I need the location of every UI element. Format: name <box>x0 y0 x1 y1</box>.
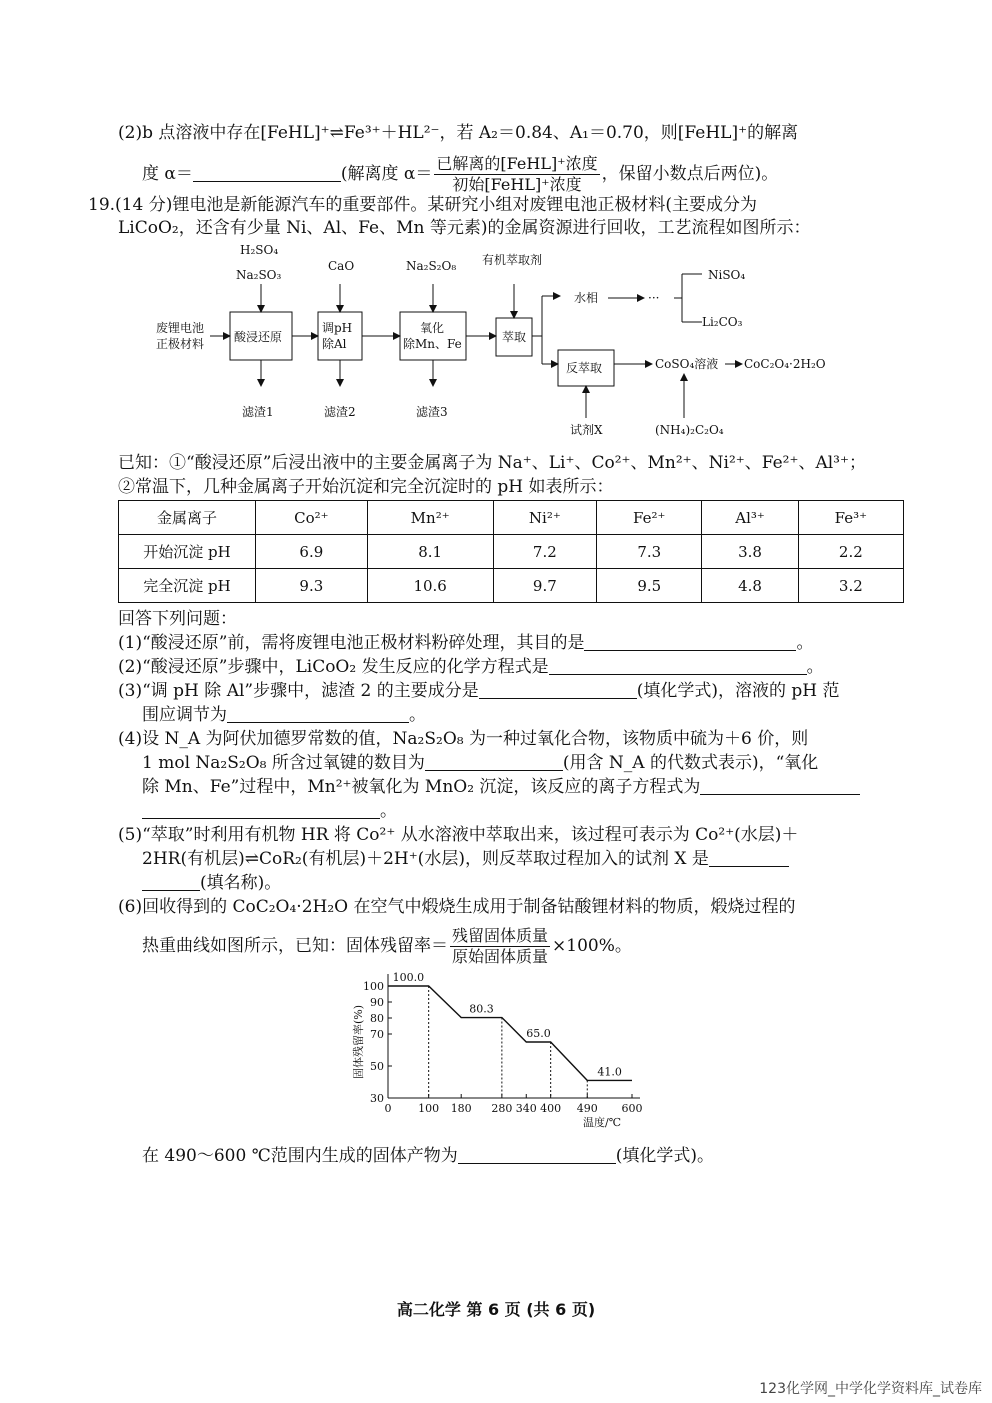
residue-2: 滤渣2 <box>324 405 356 419</box>
reagent-x: 试剂X <box>570 423 603 437</box>
question-4-text-c: (用含 N_A 的代数式表示)，“氧化 <box>562 753 819 773</box>
question-6-final <box>142 1145 714 1167</box>
known-line2: ②常温下，几种金属离子开始沉淀和完全沉淀时的 pH 如表所示： <box>118 477 614 497</box>
q18-2-prefix: 度 α＝ <box>142 164 193 184</box>
table-cell: 8.1 <box>367 535 493 569</box>
table-cell: 9.7 <box>493 569 597 603</box>
tga-chart <box>340 968 650 1136</box>
question-3-cont <box>142 704 426 726</box>
table-cell: 7.3 <box>597 535 702 569</box>
table-row <box>119 569 904 603</box>
residue-1: 滤渣1 <box>242 405 274 419</box>
question-3-text-b: (填化学式)，溶液的 pH 范 <box>636 681 840 701</box>
answer-blank-3a[interactable] <box>479 682 637 699</box>
q18-2-line2 <box>142 154 778 195</box>
answer-blank-5a[interactable] <box>709 850 789 867</box>
x-tick-label: 600 <box>621 1102 643 1115</box>
period: 。 <box>409 705 426 725</box>
answer-blank-5b[interactable] <box>142 874 200 891</box>
question-4-cont <box>142 752 818 774</box>
fraction-denominator: 原始固体质量 <box>452 947 549 966</box>
answer-blank-1[interactable] <box>584 634 796 651</box>
y-tick-label: 100 <box>363 980 384 993</box>
period: 。 <box>380 801 397 821</box>
question-4: (4)设 N_A 为阿伏加德罗常数的值，Na₂S₂O₈ 为一种过氧化合物，该物质中硫为＋6 价，则 <box>118 729 809 749</box>
fraction-numerator: 已解离的[FeHL]⁺浓度 <box>436 154 598 173</box>
box-adjust-ph <box>318 312 362 360</box>
question-1-text: (1)“酸浸还原”前，需将废锂电池正极材料粉碎处理，其目的是 <box>118 633 585 653</box>
question-4-cont3 <box>142 800 397 822</box>
question-6: (6)回收得到的 CoC₂O₄·2H₂O 在空气中煅烧生成用于制备钴酸锂材料的物质，煅烧过程的 <box>118 897 796 917</box>
table-cell: 6.9 <box>256 535 368 569</box>
table-cell: 2.2 <box>798 535 903 569</box>
data-label: 100.0 <box>392 971 425 984</box>
reagent1-na2so3: Na₂SO₃ <box>236 268 282 282</box>
y-tick-label: 80 <box>370 1012 384 1025</box>
fraction-numerator: 残留固体质量 <box>452 926 549 945</box>
y-axis-label: 固体残留率(%) <box>352 1004 365 1080</box>
table-cell: 金属离子 <box>119 501 256 535</box>
question-6-text-c: 在 490～600 ℃范围内生成的固体产物为 <box>142 1146 458 1166</box>
x-tick-label: 0 <box>384 1102 392 1115</box>
box1-label: 酸浸还原 <box>234 330 283 344</box>
table-cell: 7.2 <box>493 535 597 569</box>
question-5-text-c: (填名称)。 <box>200 873 282 893</box>
flow-input-1: 废锂电池 <box>156 321 205 335</box>
reagent1-h2so4: H₂SO₄ <box>240 244 279 257</box>
table-cell: 4.8 <box>702 569 798 603</box>
question-3-text-c: 围应调节为 <box>142 705 227 725</box>
y-tick-label: 70 <box>370 1028 384 1041</box>
residue-3: 滤渣3 <box>416 405 448 419</box>
fraction-denominator: 初始[FeHL]⁺浓度 <box>452 175 582 194</box>
dissociation-fraction <box>434 154 599 195</box>
question-1 <box>118 632 813 654</box>
box3-label-1: 氧化 <box>420 321 445 335</box>
x-tick-label: 340 <box>515 1102 537 1115</box>
flow-input-2: 正极材料 <box>156 337 205 351</box>
x-tick-label: 490 <box>576 1102 598 1115</box>
y-tick-label: 50 <box>370 1060 384 1073</box>
box3-label-2: 除Mn、Fe <box>403 337 462 351</box>
question-4-text-d: 除 Mn、Fe”过程中，Mn²⁺被氧化为 MnO₂ 沉淀，该反应的离子方程式为 <box>142 777 701 797</box>
table-cell: 3.2 <box>798 569 903 603</box>
page-footer: 高二化学 第 6 页 (共 6 页) <box>396 1300 596 1319</box>
question-6-cont <box>142 926 632 967</box>
question-6-text-suffix: ×100%。 <box>552 936 632 956</box>
answer-blank-4b[interactable] <box>700 778 860 795</box>
box2-label-2: 除Al <box>322 337 347 351</box>
watermark-text: 123化学网_中学化学资料库_试卷库 <box>759 1381 982 1397</box>
answer-blank-6[interactable] <box>458 1147 616 1164</box>
reagent4-organic: 有机萃取剂 <box>482 253 543 267</box>
table-cell: Al³⁺ <box>702 501 798 535</box>
table-header-row <box>119 501 904 535</box>
box-oxidize <box>400 312 466 360</box>
q19-line2: LiCoO₂，还含有少量 Ni、Al、Fe、Mn 等元素)的金属资源进行回收，工艺流程如图所示： <box>118 218 811 238</box>
flow-dots: ··· <box>648 291 660 305</box>
data-label: 65.0 <box>526 1027 551 1040</box>
x-tick-label: 400 <box>540 1102 562 1115</box>
residue-rate-fraction <box>450 926 550 967</box>
answer-blank-3b[interactable] <box>227 706 409 723</box>
question-5: (5)“萃取”时利用有机物 HR 将 Co²⁺ 从水溶液中萃取出来，该过程可表示为 Co²⁺(水层)＋ <box>118 825 799 845</box>
period: 。 <box>806 657 824 677</box>
question-5-cont <box>142 848 789 870</box>
y-tick-label: 90 <box>370 996 384 1009</box>
q19-line1: 19.(14 分)锂电池是新能源汽车的重要部件。某研究小组对废锂电池正极材料(主要成分为 <box>88 195 757 215</box>
y-tick-label: 30 <box>370 1092 384 1105</box>
reagent-nh4-oxalate: (NH₄)₂C₂O₄ <box>655 423 724 437</box>
period: 。 <box>796 633 814 653</box>
answer-blank-4a[interactable] <box>425 754 563 771</box>
table-cell: 10.6 <box>367 569 493 603</box>
x-tick-label: 100 <box>418 1102 440 1115</box>
answer-blank-alpha[interactable] <box>193 165 341 182</box>
table-cell: Co²⁺ <box>256 501 368 535</box>
process-flow-diagram <box>150 244 840 444</box>
question-5-text-b: 2HR(有机层)⇌CoR₂(有机层)＋2H⁺(水层)，则反萃取过程加入的试剂 X 是 <box>142 849 709 869</box>
question-2-text: (2)“酸浸还原”步骤中，LiCoO₂ 发生反应的化学方程式是 <box>118 657 549 677</box>
q18-2-suffix: ，保留小数点后两位)。 <box>601 164 779 184</box>
answer-blank-2[interactable] <box>549 658 807 675</box>
box5-label: 反萃取 <box>566 361 603 375</box>
reagent3-na2s2o8: Na₂S₂O₈ <box>406 259 457 273</box>
data-label: 41.0 <box>597 1065 622 1079</box>
table-cell: 开始沉淀 pH <box>119 535 256 569</box>
question-4-cont2 <box>142 776 860 798</box>
table-cell: 3.8 <box>702 535 798 569</box>
question-3 <box>118 680 840 702</box>
table-cell: Ni²⁺ <box>493 501 597 535</box>
box2-label-1: 调pH <box>322 321 353 335</box>
question-5-cont2 <box>142 872 281 894</box>
q18-2-line1: (2)b 点溶液中存在[FeHL]⁺⇌Fe³⁺＋HL²⁻，若 A₂＝0.84、A₁＝0.70，则[FeHL]⁺的解离 <box>118 123 799 143</box>
data-label: 80.3 <box>469 1002 494 1016</box>
question-4-text-b: 1 mol Na₂S₂O₈ 所含过氧键的数目为 <box>142 753 425 773</box>
question-6-text-c-suffix: (填化学式)。 <box>615 1146 714 1166</box>
questions-intro: 回答下列问题： <box>118 609 237 629</box>
table-cell: Mn²⁺ <box>367 501 493 535</box>
reagent2-cao: CaO <box>328 259 355 273</box>
table-cell: 9.5 <box>597 569 702 603</box>
x-axis-label: 温度/℃ <box>582 1116 622 1129</box>
product-niso4: NiSO₄ <box>708 268 746 282</box>
table-cell: 完全沉淀 pH <box>119 569 256 603</box>
series-line <box>388 986 632 1080</box>
question-3-text: (3)“调 pH 除 Al”步骤中，滤渣 2 的主要成分是 <box>118 681 479 701</box>
table-row <box>119 535 904 569</box>
q18-2-mid: (解离度 α＝ <box>340 164 433 184</box>
answer-blank-4c[interactable] <box>142 802 380 819</box>
product-li2co3: Li₂CO₃ <box>702 315 743 329</box>
table-cell: 9.3 <box>256 569 368 603</box>
x-tick-label: 280 <box>491 1102 513 1115</box>
aqueous-phase: 水相 <box>574 291 599 305</box>
known-line1: 已知：①“酸浸还原”后浸出液中的主要金属离子为 Na⁺、Li⁺、Co²⁺、Mn²⁺、Ni²⁺、Fe²⁺、Al³⁺； <box>118 453 866 473</box>
table-cell: Fe³⁺ <box>798 501 903 535</box>
coso4-solution: CoSO₄溶液 <box>655 357 719 371</box>
box4-label: 萃取 <box>502 330 527 344</box>
question-6-text-b: 热重曲线如图所示，已知：固体残留率＝ <box>142 936 448 956</box>
ph-table <box>118 500 904 603</box>
x-tick-label: 180 <box>450 1102 472 1115</box>
question-2 <box>118 656 824 678</box>
table-cell: Fe²⁺ <box>597 501 702 535</box>
coc2o4-product: CoC₂O₄·2H₂O <box>744 357 826 371</box>
